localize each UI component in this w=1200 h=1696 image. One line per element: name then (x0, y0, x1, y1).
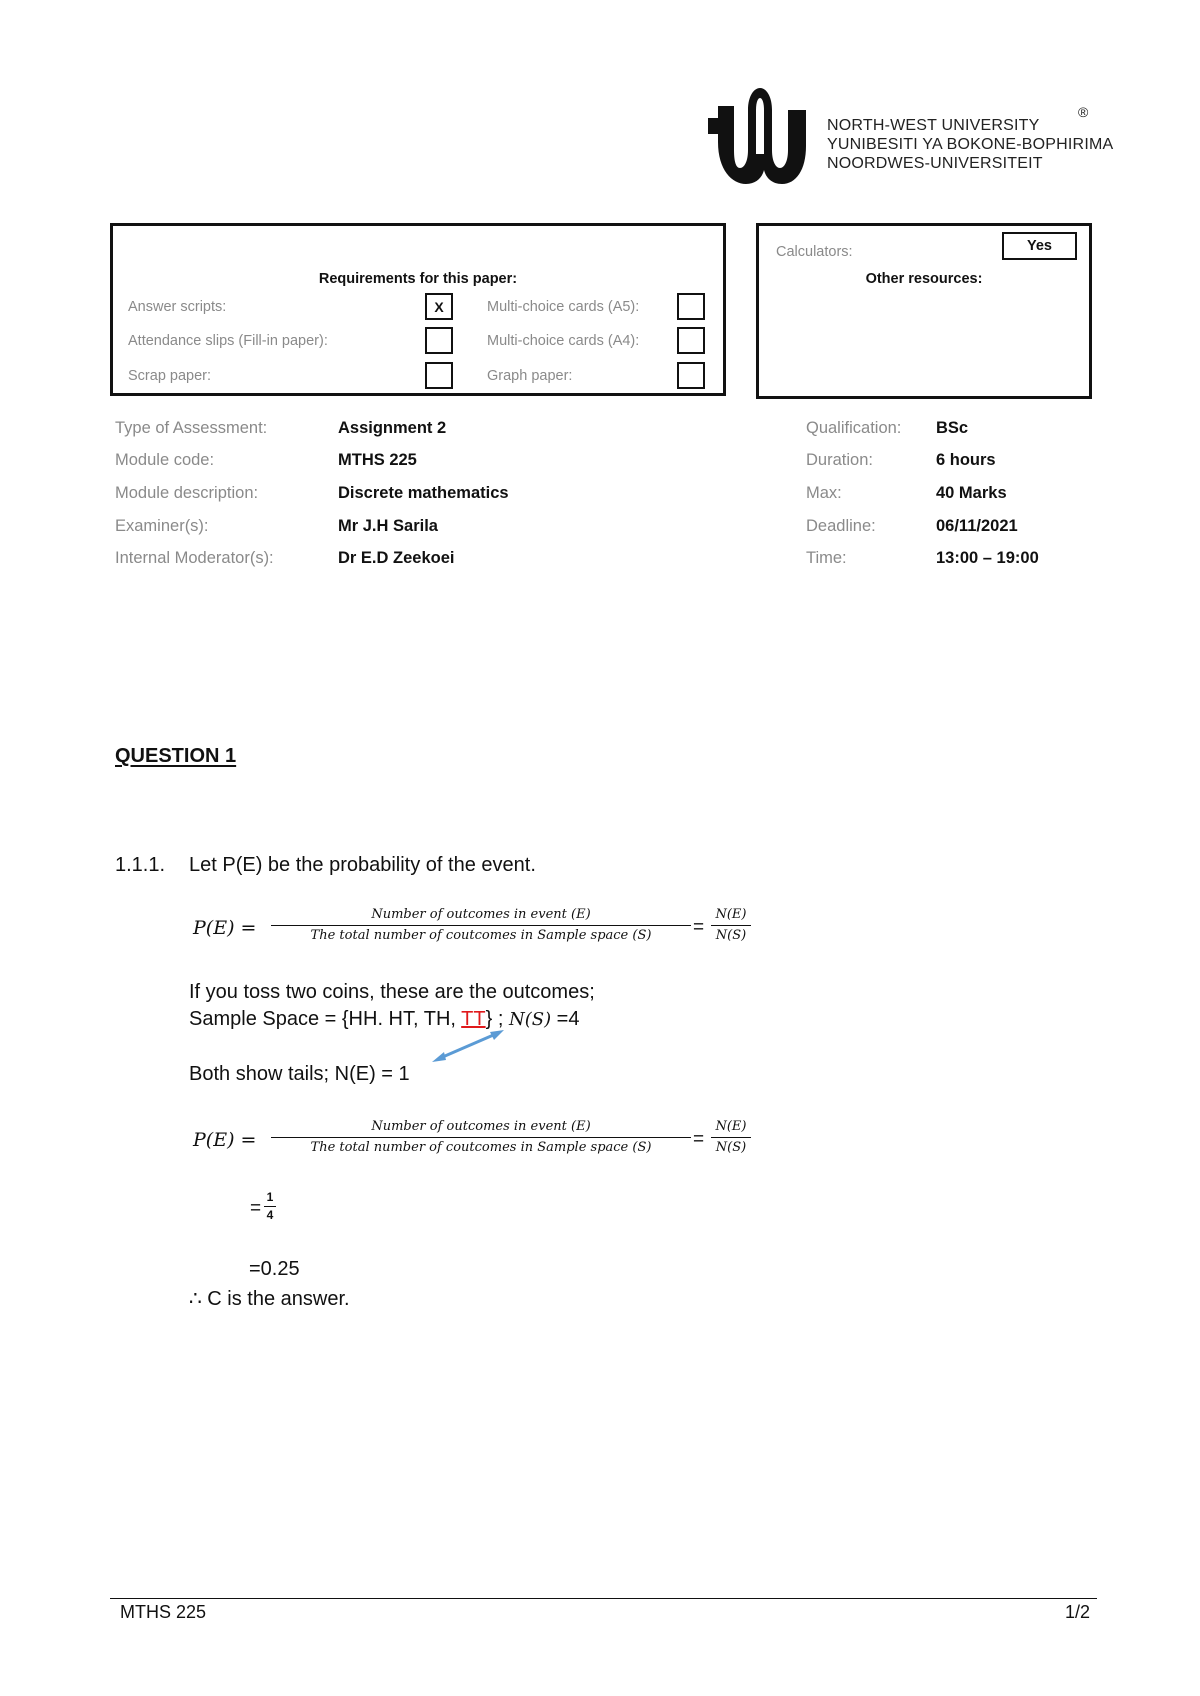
question-number: 1.1.1. (115, 854, 166, 876)
checkbox-answer-scripts[interactable]: X (425, 293, 453, 320)
calculators-label: Calculators: (776, 244, 853, 260)
info-value-module-description: Discrete mathematics (338, 484, 509, 502)
info-value-module-code: MTHS 225 (338, 451, 417, 469)
formula-numerator: Number of outcomes in event (E) (371, 1119, 591, 1134)
info-value-examiner: Mr J.H Sarila (338, 517, 438, 535)
checkbox-attendance-slips[interactable] (425, 327, 453, 354)
requirement-label-scrap-paper: Scrap paper: (128, 368, 212, 384)
info-label-module-code: Module code: (115, 451, 215, 469)
fraction-denominator: 4 (266, 1208, 274, 1222)
fraction-equals: = (250, 1198, 262, 1219)
requirements-box (110, 223, 726, 396)
calculators-value: Yes (1002, 232, 1077, 260)
footer-module-code: MTHS 225 (120, 1602, 207, 1622)
footer-divider (110, 1598, 1097, 1599)
info-label-duration: Duration: (806, 451, 873, 469)
info-label-type: Type of Assessment: (115, 419, 268, 437)
university-name-line: NORTH-WEST UNIVERSITY (827, 117, 1040, 134)
sample-space-line (189, 1008, 579, 1031)
university-name (827, 116, 1113, 173)
info-value-time: 13:00 – 19:00 (936, 549, 1039, 567)
formula-fraction (271, 1117, 691, 1158)
resources-box (756, 223, 1092, 399)
info-label-deadline: Deadline: (806, 517, 876, 535)
question-intro: Let P(E) be the probability of the event. (189, 854, 536, 876)
formula-equals: = (693, 917, 705, 938)
sample-space-ns: N(S) (508, 1009, 552, 1030)
university-logo (704, 84, 816, 196)
info-label-qualification: Qualification: (806, 419, 902, 437)
requirement-label-mc-cards-a4: Multi-choice cards (A4): (487, 333, 640, 349)
info-value-qualification: BSc (936, 419, 969, 437)
sample-space-suffix: } ; (485, 1008, 509, 1030)
info-value-deadline: 06/11/2021 (936, 517, 1018, 535)
registered-mark: ® (1078, 104, 1089, 120)
info-label-time: Time: (806, 549, 847, 567)
formula-denominator-short: N(S) (715, 1140, 747, 1155)
info-label-moderator: Internal Moderator(s): (115, 549, 274, 567)
decimal-result: =0.25 (249, 1258, 300, 1280)
conclusion: ∴ C is the answer. (189, 1288, 350, 1310)
double-arrow-icon (428, 1026, 508, 1066)
formula-numerator-short: N(E) (715, 907, 747, 922)
info-value-moderator: Dr E.D Zeekoei (338, 549, 455, 567)
info-value-duration: 6 hours (936, 451, 996, 469)
sample-space-highlight: TT (461, 1008, 486, 1030)
university-name-line: NOORDWES-UNIVERSITEIT (827, 155, 1043, 172)
formula-numerator-short: N(E) (715, 1119, 747, 1134)
sample-space-prefix: Sample Space = {HH. HT, TH, (189, 1008, 462, 1030)
formula-denominator-short: N(S) (715, 928, 747, 943)
other-resources-label: Other resources: (865, 271, 983, 287)
fraction-numerator: 1 (266, 1190, 274, 1204)
formula-denominator: The total number of coutcomes in Sample space (S) (310, 928, 652, 943)
sample-space-ns-value: =4 (551, 1008, 580, 1030)
requirement-label-attendance-slips: Attendance slips (Fill-in paper): (128, 333, 328, 349)
both-tails-line: Both show tails; N(E) = 1 (189, 1063, 410, 1085)
probability-formula (193, 905, 753, 953)
one-quarter-fraction (250, 1190, 290, 1226)
info-label-module-description: Module description: (115, 484, 259, 502)
checkbox-mc-cards-a5[interactable] (677, 293, 705, 320)
fraction-bar (264, 1206, 276, 1207)
info-value-max: 40 Marks (936, 484, 1007, 502)
formula-equals: = (693, 1129, 705, 1150)
info-label-max: Max: (806, 484, 842, 502)
formula-fraction (271, 905, 691, 946)
university-name-line: YUNIBESITI YA BOKONE-BOPHIRIMA (827, 136, 1114, 153)
formula-fraction-short (711, 905, 751, 946)
checkbox-scrap-paper[interactable] (425, 362, 453, 389)
info-label-examiner: Examiner(s): (115, 517, 209, 535)
toss-line: If you toss two coins, these are the outcomes; (189, 981, 595, 1003)
formula-numerator: Number of outcomes in event (E) (371, 907, 591, 922)
checkbox-graph-paper[interactable] (677, 362, 705, 389)
requirement-label-mc-cards-a5: Multi-choice cards (A5): (487, 299, 640, 315)
footer-page-number: 1/2 (1064, 1602, 1090, 1622)
info-value-type: Assignment 2 (338, 419, 447, 437)
checkbox-mc-cards-a4[interactable] (677, 327, 705, 354)
requirements-title: Requirements for this paper: (318, 271, 518, 287)
question-heading: QUESTION 1 (115, 745, 237, 767)
formula-lhs: P(E) = (193, 1129, 257, 1151)
formula-fraction-short (711, 1117, 751, 1158)
formula-lhs: P(E) = (193, 917, 257, 939)
requirement-label-graph-paper: Graph paper: (487, 368, 573, 384)
formula-denominator: The total number of coutcomes in Sample space (S) (310, 1140, 652, 1155)
probability-formula-repeat (193, 1117, 753, 1165)
requirement-label-answer-scripts: Answer scripts: (128, 299, 227, 315)
